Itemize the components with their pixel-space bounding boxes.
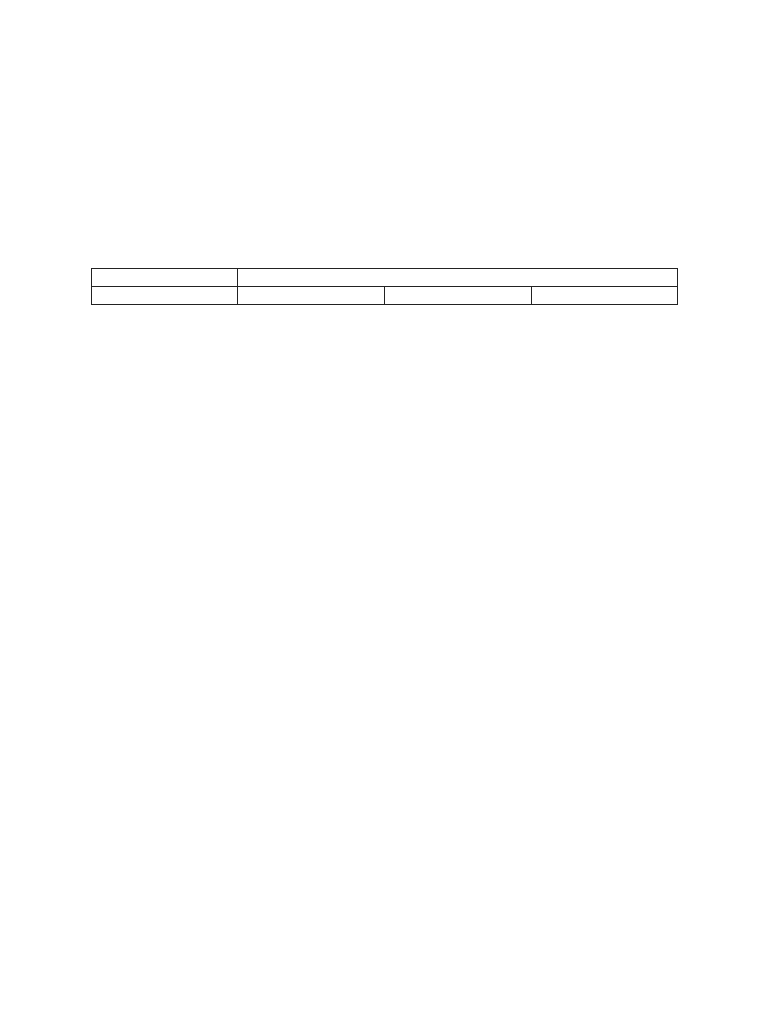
col-header-athens [238,286,385,304]
game-group-header [238,269,678,287]
distance-table [91,268,678,305]
table-group-row [92,269,678,287]
table-header-row [92,286,678,304]
col-header-columbia [385,286,532,304]
col-header-nashville [532,286,678,304]
col-header-officials [92,286,238,304]
table-corner-cell [92,269,238,287]
